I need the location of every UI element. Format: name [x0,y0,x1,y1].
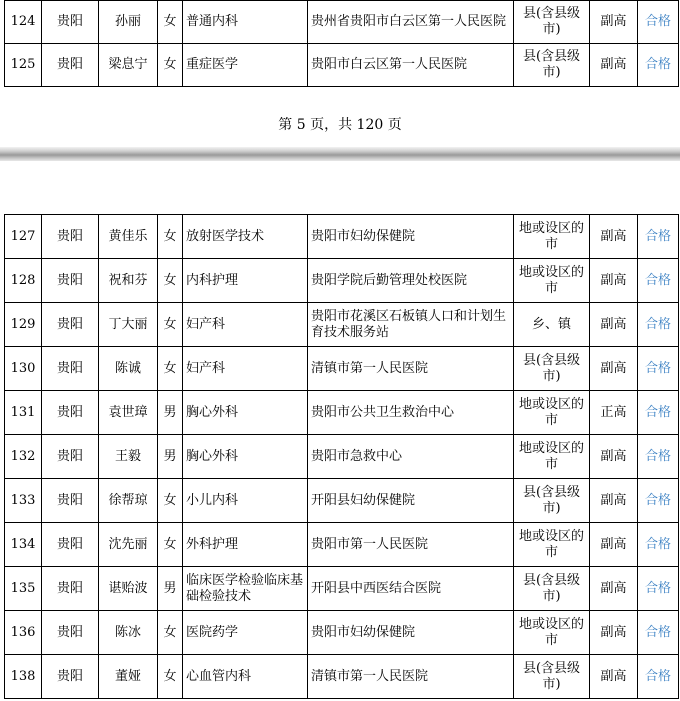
cell-gender: 女 [158,1,183,44]
cell-city: 贵阳 [42,347,99,391]
cell-name: 谌贻波 [99,567,158,611]
cell-result-status: 合格 [638,391,679,435]
cell-number: 124 [5,1,42,44]
cell-specialty: 胸心外科 [183,391,308,435]
cell-unit: 贵阳市妇幼保健院 [308,611,514,655]
cell-unit: 贵阳市第一人民医院 [308,523,514,567]
cell-title-level: 副高 [590,1,638,44]
cell-unit-level: 县(含县级市) [514,44,590,87]
cell-number: 129 [5,303,42,347]
cell-number: 128 [5,259,42,303]
cell-gender: 女 [158,44,183,87]
cell-name: 黄佳乐 [99,215,158,259]
cell-gender: 男 [158,391,183,435]
cell-unit: 贵阳市白云区第一人民医院 [308,44,514,87]
cell-title-level: 副高 [590,479,638,523]
cell-unit-level: 地或设区的市 [514,391,590,435]
cell-result-status: 合格 [638,347,679,391]
cell-number: 131 [5,391,42,435]
cell-number: 135 [5,567,42,611]
cell-number: 138 [5,655,42,699]
cell-city: 贵阳 [42,391,99,435]
cell-result-status: 合格 [638,303,679,347]
cell-name: 沈先丽 [99,523,158,567]
cell-specialty: 胸心外科 [183,435,308,479]
cell-title-level: 正高 [590,391,638,435]
cell-title-level: 副高 [590,303,638,347]
cell-unit-level: 地或设区的市 [514,259,590,303]
cell-specialty: 心血管内科 [183,655,308,699]
cell-gender: 女 [158,347,183,391]
cell-gender: 男 [158,567,183,611]
cell-specialty: 医院药学 [183,611,308,655]
table-row [5,611,679,655]
table-row [5,1,679,44]
cell-number: 136 [5,611,42,655]
cell-name: 王毅 [99,435,158,479]
cell-number: 132 [5,435,42,479]
cell-result-status: 合格 [638,435,679,479]
cell-title-level: 副高 [590,44,638,87]
cell-city: 贵阳 [42,435,99,479]
cell-unit: 贵阳市急救中心 [308,435,514,479]
cell-unit-level: 县(含县级市) [514,347,590,391]
cell-city: 贵阳 [42,44,99,87]
cell-number: 133 [5,479,42,523]
cell-specialty: 内科护理 [183,259,308,303]
table-row [5,655,679,699]
cell-city: 贵阳 [42,1,99,44]
cell-unit: 贵阳市妇幼保健院 [308,215,514,259]
cell-unit-level: 乡、镇 [514,303,590,347]
cell-result-status: 合格 [638,1,679,44]
cell-unit: 贵阳学院后勤管理处校医院 [308,259,514,303]
cell-name: 梁息宁 [99,44,158,87]
cell-result-status: 合格 [638,523,679,567]
cell-name: 董娅 [99,655,158,699]
cell-unit: 贵阳市公共卫生救治中心 [308,391,514,435]
cell-specialty: 重症医学 [183,44,308,87]
cell-title-level: 副高 [590,523,638,567]
cell-specialty: 放射医学技术 [183,215,308,259]
table-row [5,215,679,259]
cell-city: 贵阳 [42,479,99,523]
cell-gender: 女 [158,303,183,347]
cell-specialty: 普通内科 [183,1,308,44]
cell-unit-level: 地或设区的市 [514,435,590,479]
table-row [5,391,679,435]
cell-specialty: 临床医学检验临床基础检验技术 [183,567,308,611]
cell-gender: 女 [158,479,183,523]
cell-result-status: 合格 [638,567,679,611]
cell-name: 丁大丽 [99,303,158,347]
cell-unit-level: 县(含县级市) [514,567,590,611]
cell-gender: 女 [158,259,183,303]
cell-name: 孙丽 [99,1,158,44]
cell-unit: 开阳县中西医结合医院 [308,567,514,611]
cell-gender: 女 [158,655,183,699]
cell-city: 贵阳 [42,611,99,655]
cell-gender: 女 [158,611,183,655]
cell-city: 贵阳 [42,567,99,611]
cell-unit-level: 地或设区的市 [514,215,590,259]
cell-title-level: 副高 [590,347,638,391]
cell-number: 127 [5,215,42,259]
results-table-top-body [5,1,679,87]
cell-specialty: 妇产科 [183,347,308,391]
cell-specialty: 妇产科 [183,303,308,347]
cell-unit-level: 县(含县级市) [514,479,590,523]
cell-specialty: 外科护理 [183,523,308,567]
cell-unit: 清镇市第一人民医院 [308,347,514,391]
cell-result-status: 合格 [638,259,679,303]
cell-gender: 女 [158,523,183,567]
cell-unit-level: 县(含县级市) [514,655,590,699]
table-row [5,259,679,303]
cell-unit: 开阳县妇幼保健院 [308,479,514,523]
cell-city: 贵阳 [42,259,99,303]
cell-title-level: 副高 [590,655,638,699]
table-row [5,44,679,87]
cell-number: 134 [5,523,42,567]
cell-title-level: 副高 [590,215,638,259]
cell-city: 贵阳 [42,655,99,699]
cell-unit-level: 地或设区的市 [514,611,590,655]
cell-title-level: 副高 [590,611,638,655]
cell-city: 贵阳 [42,303,99,347]
cell-gender: 男 [158,435,183,479]
cell-result-status: 合格 [638,611,679,655]
cell-unit: 贵州省贵阳市白云区第一人民医院 [308,1,514,44]
page-separator [0,147,680,161]
results-table-bottom-body [5,215,679,699]
results-table-bottom [4,214,679,699]
cell-city: 贵阳 [42,523,99,567]
cell-name: 陈诚 [99,347,158,391]
cell-unit: 清镇市第一人民医院 [308,655,514,699]
results-table-top [4,0,679,87]
cell-number: 130 [5,347,42,391]
cell-unit-level: 地或设区的市 [514,523,590,567]
cell-title-level: 副高 [590,567,638,611]
cell-result-status: 合格 [638,655,679,699]
cell-title-level: 副高 [590,435,638,479]
page-footer: 第 5 页，共 120 页 [278,117,402,133]
cell-name: 袁世璋 [99,391,158,435]
table-row [5,435,679,479]
cell-number: 125 [5,44,42,87]
cell-title-level: 副高 [590,259,638,303]
cell-name: 陈冰 [99,611,158,655]
cell-result-status: 合格 [638,44,679,87]
cell-gender: 女 [158,215,183,259]
cell-specialty: 小儿内科 [183,479,308,523]
cell-name: 徐帮琼 [99,479,158,523]
table-row [5,347,679,391]
cell-unit: 贵阳市花溪区石板镇人口和计划生育技术服务站 [308,303,514,347]
cell-result-status: 合格 [638,479,679,523]
cell-city: 贵阳 [42,215,99,259]
cell-result-status: 合格 [638,215,679,259]
table-row [5,567,679,611]
cell-name: 祝和芬 [99,259,158,303]
table-row [5,303,679,347]
table-row [5,523,679,567]
table-row [5,479,679,523]
cell-unit-level: 县(含县级市) [514,1,590,44]
